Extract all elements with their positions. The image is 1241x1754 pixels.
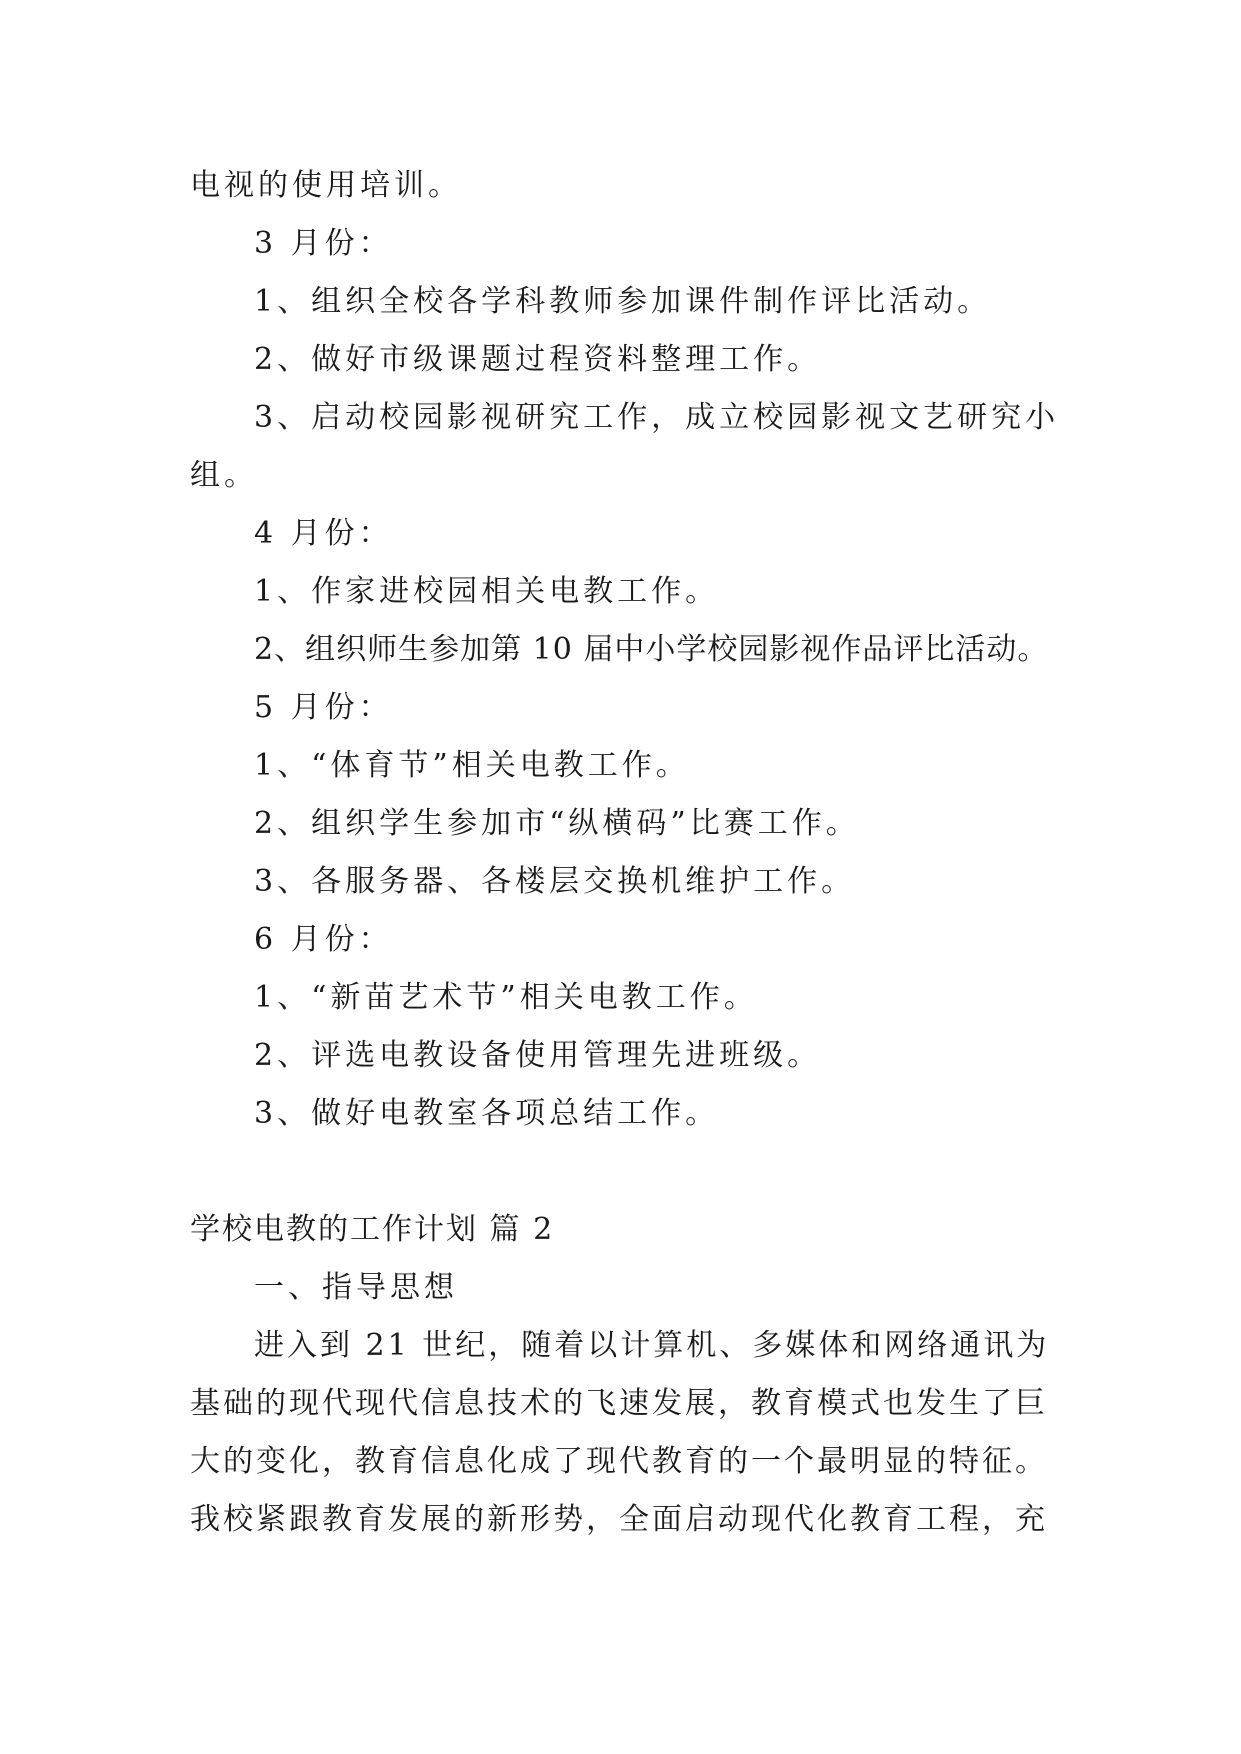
- list-item: 2、做好市级课题过程资料整理工作。: [254, 342, 822, 377]
- list-item: 3、各服务器、各楼层交换机维护工作。: [254, 864, 856, 899]
- list-item: 1、“新苗艺术节”相关电教工作。: [254, 980, 758, 1015]
- month-heading: 5 月份：: [254, 690, 393, 725]
- paragraph-line: 进入到 21 世纪，随着以计算机、多媒体和网络通讯为: [254, 1328, 1050, 1363]
- list-item: 3、做好电教室各项总结工作。: [254, 1096, 720, 1131]
- month-heading: 6 月份：: [254, 922, 393, 957]
- list-item: 2、组织师生参加第 10 届中小学校园影视作品评比活动。: [254, 632, 1049, 667]
- list-item: 1、组织全校各学科教师参加课件制作评比活动。: [254, 284, 992, 319]
- list-item: 2、评选电教设备使用管理先进班级。: [254, 1038, 822, 1073]
- month-heading: 3 月份：: [254, 226, 393, 261]
- text-line: 电视的使用培训。: [190, 168, 462, 203]
- subsection-heading: 一、指导思想: [254, 1270, 458, 1305]
- paragraph-line: 我校紧跟教育发展的新形势，全面启动现代化教育工程，充: [190, 1502, 1048, 1537]
- list-item: 3、启动校园影视研究工作，成立校园影视文艺研究小: [254, 400, 1060, 435]
- list-item: 1、作家进校园相关电教工作。: [254, 574, 720, 609]
- paragraph-line: 大的变化，教育信息化成了现代教育的一个最明显的特征。: [190, 1444, 1048, 1479]
- month-heading: 4 月份：: [254, 516, 393, 551]
- text-line: 组。: [190, 458, 258, 493]
- list-item: 2、组织学生参加市“纵横码”比赛工作。: [254, 806, 860, 841]
- paragraph-line: 基础的现代现代信息技术的飞速发展，教育模式也发生了巨: [190, 1386, 1048, 1421]
- list-item: 1、“体育节”相关电教工作。: [254, 748, 690, 783]
- section-title: 学校电教的工作计划 篇 2: [190, 1212, 555, 1247]
